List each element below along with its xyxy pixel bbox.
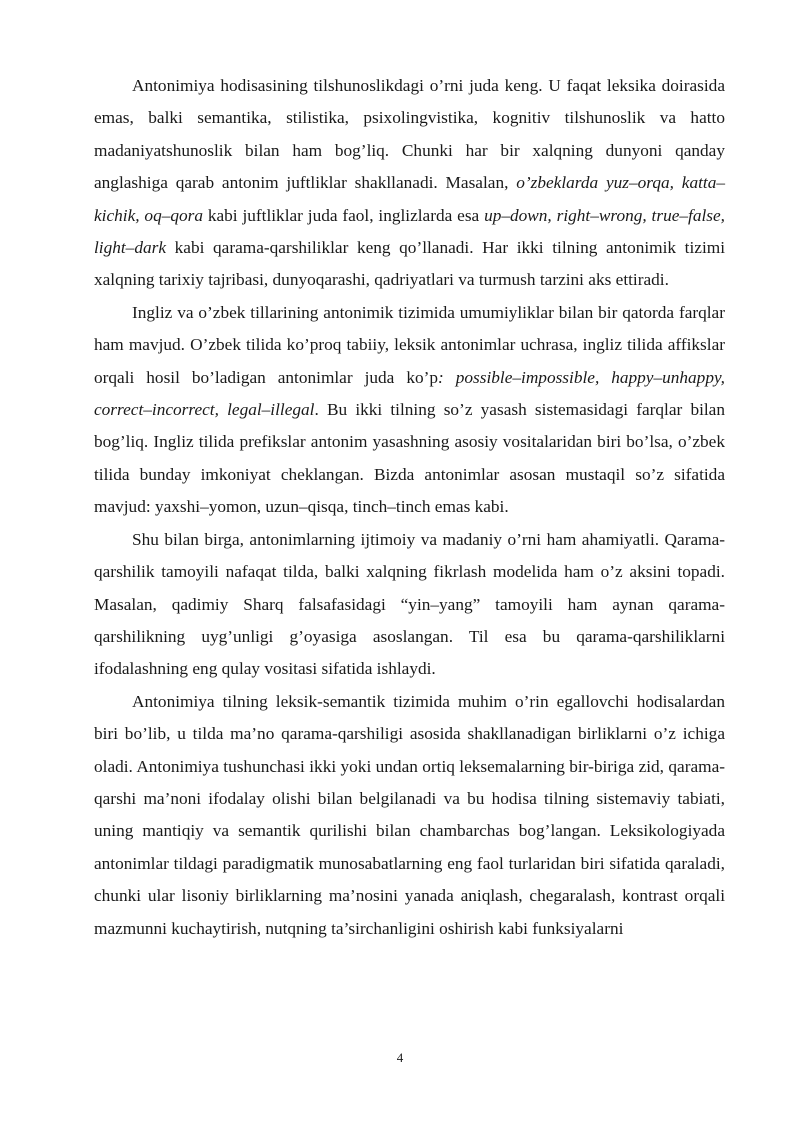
- document-body: [94, 70, 725, 945]
- paragraph-1: [94, 70, 725, 297]
- paragraph-3: [94, 524, 725, 686]
- paragraph-1-text: kabi juftliklar juda faol, inglizlarda esa: [203, 205, 485, 225]
- paragraph-2: [94, 297, 725, 524]
- paragraph-1-text: kabi qarama-qarshiliklar keng qo’llanadi. Har ikki tilning antonimik tizimi xalqning tarixiy tajribasi, dunyoqarashi, qadriyatlari va turmush tarzini aks ettiradi.: [94, 238, 725, 290]
- paragraph-2-text: . Bu ikki tilning so’z yasash sistemasidagi farqlar bilan bog’liq. Ingliz tilida prefikslar antonim yasashning asosiy vositalaridan biri bo’lsa, o’zbek tilida bunday imkoniyat cheklangan. Bizda antonimlar asosan mustaqil so’z sifatida mavjud: yaxshi–yomon, uzun–qisqa, tinch–tinch emas kabi.: [94, 400, 725, 517]
- paragraph-1-italic-examples-uz: o’zbeklarda yuz–orqa, katta–kichik, oq–qora: [94, 173, 725, 225]
- paragraph-4-text: Antonimiya tilning leksik-semantik tizimida muhim o’rin egallovchi hodisalardan biri bo’lib, u tilda ma’no qarama-qarshiligi asosida shakllanadigan birliklarni o’z ichiga oladi. Antonimiya tushunchasi ikki yoki undan ortiq leksemalarning bir-biriga zid, qarama-qarshi ma’noni ifodalay olishi bilan belgilanadi va bu hodisa tilning sistemaviy tabiati, uning mantiqiy va semantik qurilishi bilan chambarchas bog’langan. Leksikologiyada antonimlar tildagi paradigmatik munosabatlarning eng faol turlaridan biri sifatida qaraladi, chunki ular lisoniy birliklarning ma’nosini yanada aniqlash, chegaralash, kontrast orqali mazmunni kuchaytirish, nutqning ta’sirchanligini oshirish kabi funksiyalarni: [94, 691, 725, 938]
- page-number: 4: [396, 1050, 404, 1065]
- paragraph-1-italic-examples-en: up–down, right–wrong, true–false, light–dark: [94, 205, 725, 258]
- paragraph-2-italic-examples: : possible–impossible, happy–unhappy, correct–incorrect, legal–illegal: [94, 367, 725, 420]
- paragraph-3-text: Shu bilan birga, antonimlarning ijtimoiy va madaniy o’rni ham ahamiyatli. Qarama-qarshilik tamoyili nafaqat tilda, balki xalqning fikrlash modelida ham o’z aksini topadi. Masalan, qadimiy Sharq falsafasidagi “yin–yang” tamoyili ham aynan qarama-qarshilikning uyg’unligi g’oyasiga asoslangan. Til esa bu qarama-qarshiliklarni ifodalashning eng qulay vositasi sifatida ishlaydi.: [94, 529, 725, 679]
- paragraph-1-text: Antonimiya hodisasining tilshunoslikdagi o’rni juda keng. U faqat leksika doirasida emas, balki semantika, stilistika, psixolingvistika, kognitiv tilshunoslik va hatto madaniyatshunoslik bilan ham bog’liq. Chunki har bir xalqning dunyoni qanday anglashiga qarab antonim juftliklar shakllanadi. Masalan,: [94, 76, 725, 193]
- paragraph-4: [94, 686, 725, 945]
- paragraph-2-text: Ingliz va o’zbek tillarining antonimik tizimida umumiyliklar bilan bir qatorda farqlar ham mavjud. O’zbek tilida ko’proq tabiiy, leksik antonimlar uchrasa, ingliz tilida affikslar orqali hosil bo’ladigan antonimlar juda ko’p: [94, 302, 725, 387]
